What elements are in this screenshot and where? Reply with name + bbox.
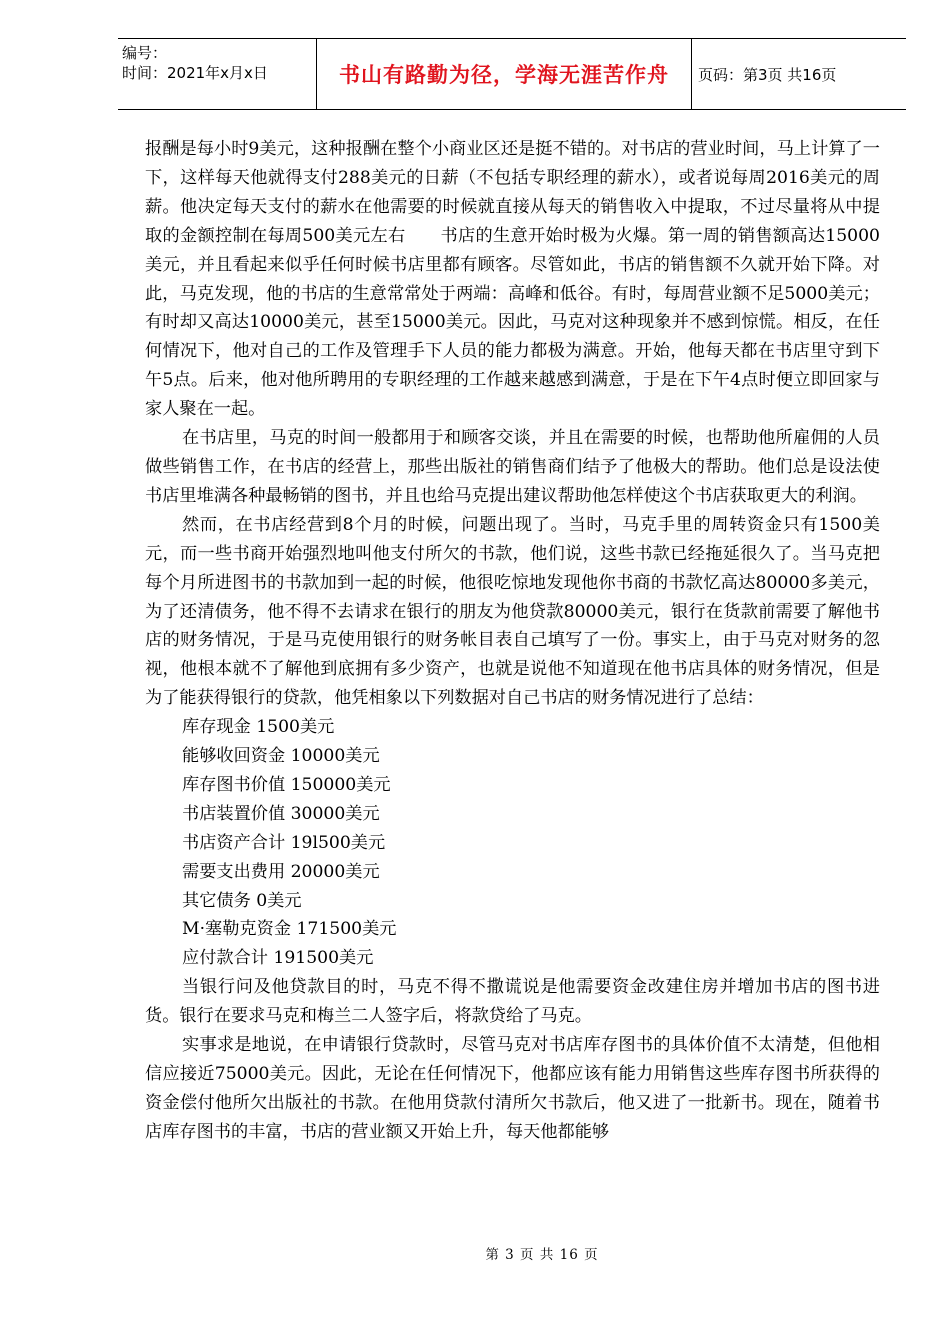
motto-text: 书山有路勤为径，学海无涯苦作舟 <box>339 63 669 87</box>
paragraph: 然而，在书店经营到8个月的时候，问题出现了。当时，马克手里的周转资金只有1500美元，而一些书商开始强烈地叫他支付所欠的书款，他们说，这些书款已经拖延很久了。当马克把每个月所进图书的书款加到一起的时候，他很吃惊地发现他你书商的书款忆高达80000多美元，为了还清债务，他不得不去请求在银行的朋友为他贷款80000美元，银行在货款前需要了解他书店的财务情况，于是马克使用银行的财务帐目表自己填写了一份。事实上，由于马克对财务的忽视，他根本就不了解他到底拥有多少资产，也就是说他不知道现在他书店具体的财务情况，但是为了能获得银行的贷款，他凭相象以下列数据对自己书店的财务情况进行了总结： <box>145 514 880 709</box>
list-item: 需要支出费用 20000美元 <box>182 861 380 882</box>
header-page-label: 页码：第3页 共16页 <box>698 65 837 84</box>
header-meta-cell <box>118 39 316 109</box>
time-label: 时间：2021年x月x日 <box>122 64 268 82</box>
header-motto-cell <box>316 39 692 109</box>
list-item: 书店资产合计 19l500美元 <box>182 832 386 853</box>
list-item: 能够收回资金 10000美元 <box>182 746 380 767</box>
list-item: 库存图书价值 150000美元 <box>182 774 391 795</box>
paragraph: 当银行问及他贷款目的时，马克不得不撒谎说是他需要资金改建住房并增加书店的图书进货。银行在要求马克和梅兰二人签字后，将款贷给了马克。 <box>145 977 880 1027</box>
document-body <box>145 135 880 1147</box>
number-label: 编号： <box>122 44 168 62</box>
footer-page-number: 第 3 页 共 16 页 <box>485 1247 599 1263</box>
list-item: M·塞勒克资金 171500美元 <box>182 919 397 940</box>
paragraph: 在书店里，马克的时间一般都用于和顾客交谈，并且在需要的时候，也帮助他所雇佣的人员做些销售工作，在书店的经营上，那些出版社的销售商们结予了他极大的帮助。他们总是设法使书店里堆满各种最畅销的图书，并且也给马克提出建议帮助他怎样使这个书店获取更大的利润。 <box>145 428 880 506</box>
list-item: 其它债务 0美元 <box>182 890 302 911</box>
list-item: 书店装置价值 30000美元 <box>182 803 380 824</box>
page-header <box>118 38 906 110</box>
page-footer <box>0 1243 950 1263</box>
list-item: 库存现金 1500美元 <box>182 717 335 738</box>
header-page-cell <box>690 39 906 109</box>
paragraph: 报酬是每小时9美元，这种报酬在整个小商业区还是挺不错的。对书店的营业时间，马上计算了一下，这样每天他就得支付288美元的日薪（不包括专职经理的薪水），或者说每周2016美元的周薪。他决定每天支付的薪水在他需要的时候就直接从每天的销售收入中提取，不过尽量将从中提取的金额控制在每周500美元左右 书店的生意开始时极为火爆。第一周的销售额高达15000美元，并且看起来似乎任何时候书店里都有顾客。尽管如此，书店的销售额不久就开始下降。对此，马克发现，他的书店的生意常常处于两端：高峰和低谷。有时，每周营业额不足5000美元；有时却又高达10000美元，甚至15000美元。因此，马克对这种现象并不感到惊慌。相反，在任何情况下，他对自己的工作及管理手下人员的能力都极为满意。开始，他每天都在书店里守到下午5点。后来，他对他所聘用的专职经理的工作越来越感到满意，于是在下午4点时便立即回家与家人聚在一起。 <box>145 139 880 420</box>
paragraph: 实事求是地说，在申请银行贷款时，尽管马克对书店库存图书的具体价值不太清楚，但他相信应接近75000美元。因此，无论在任何情况下，他都应该有能力用销售这些库存图书所获得的资金偿付他所欠出版社的书款。在他用贷款付清所欠书款后，他又进了一批新书。现在，随着书店库存图书的丰富，书店的营业额又开始上升，每天他都能够 <box>145 1035 880 1142</box>
list-item: 应付款合计 191500美元 <box>182 948 374 969</box>
